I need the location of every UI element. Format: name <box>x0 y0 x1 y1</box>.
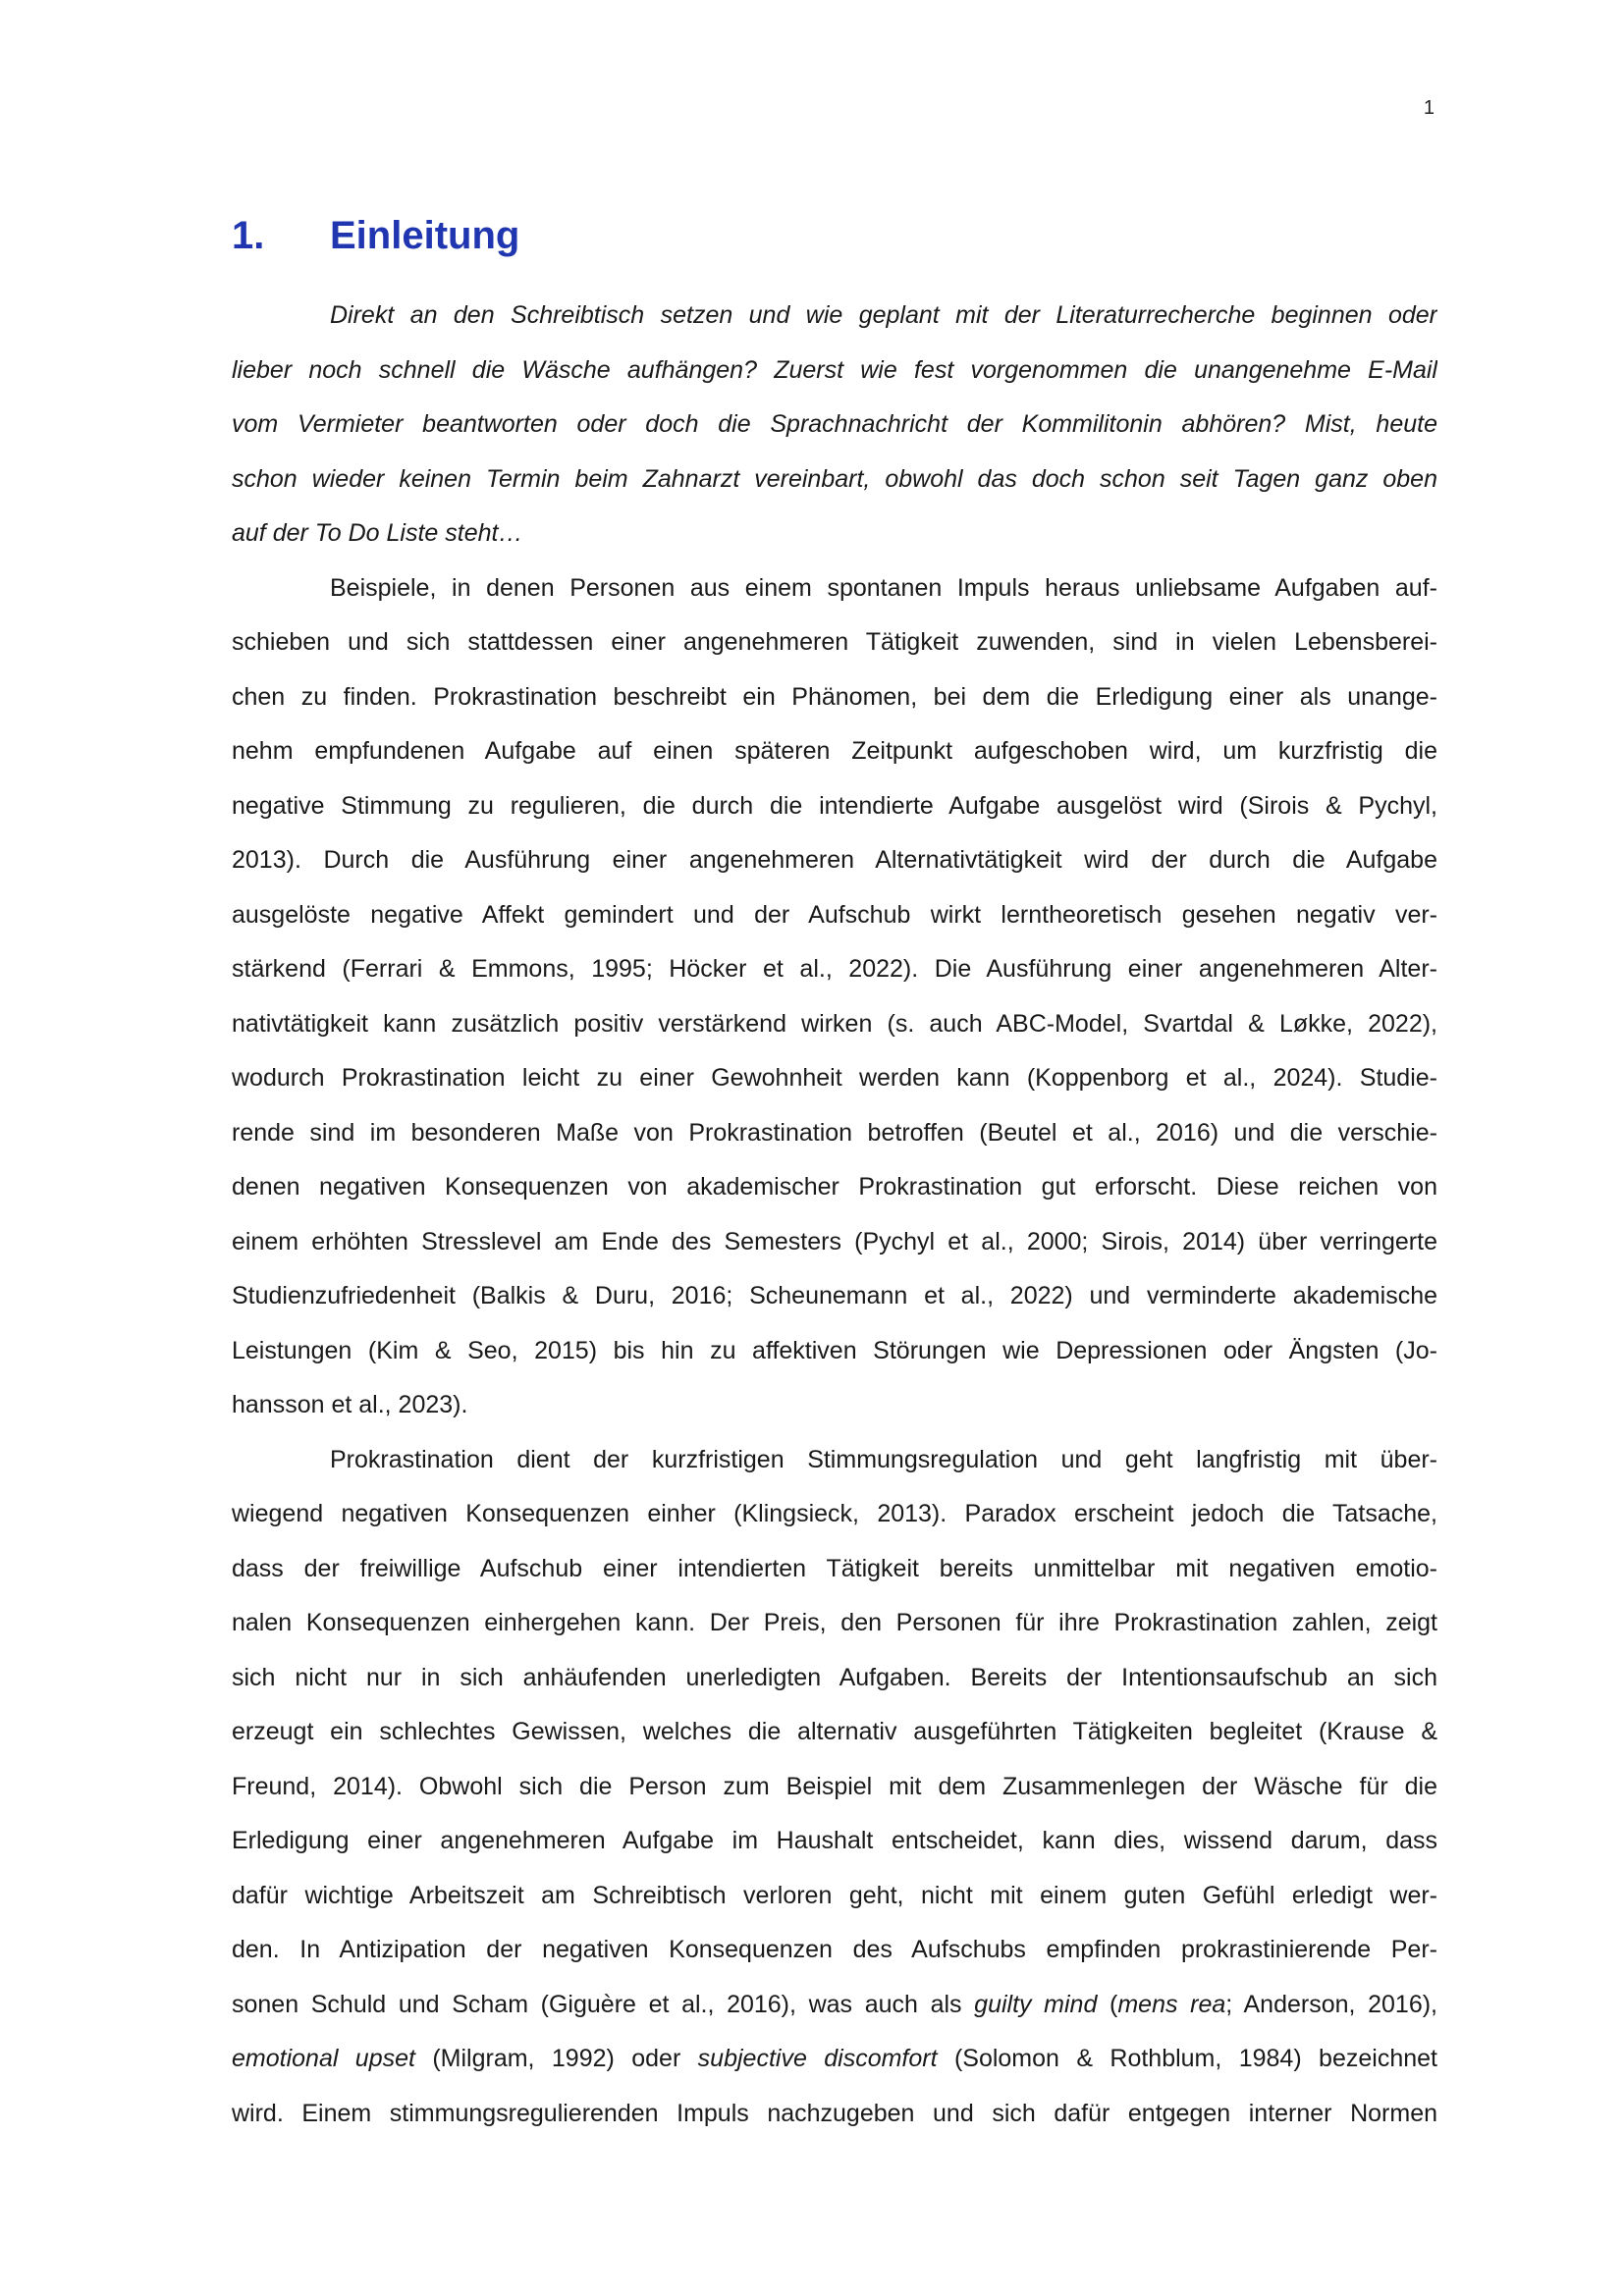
text-segment: chen zu finden. Prokrastination beschreibt ein Phänomen, bei dem die Erledigung einer als unange- <box>232 682 1437 711</box>
text-line <box>232 1705 1437 1760</box>
text-segment: auf der To Do Liste steht… <box>232 519 523 547</box>
text-segment: lieber noch schnell die Wäsche aufhängen? Zuerst wie fest vorgenommen die unangenehme E-Mail <box>232 355 1437 384</box>
text-segment: schon wieder keinen Termin beim Zahnarzt vereinbart, obwohl das doch schon seit Tagen ganz oben <box>232 464 1437 493</box>
text-segment: Beispiele, in denen Personen aus einem spontanen Impuls heraus unliebsame Aufgaben auf- <box>330 573 1437 602</box>
text-segment: 2013). Durch die Ausführung einer angenehmeren Alternativtätigkeit wird der durch die Aufgabe <box>232 846 1437 874</box>
text-line <box>232 453 1437 507</box>
text-line <box>232 1487 1437 1542</box>
text-line <box>232 1923 1437 1978</box>
text-segment: hansson et al., 2023). <box>232 1391 468 1418</box>
text-segment: (Milgram, 1992) oder <box>414 2045 698 2072</box>
text-segment: rende sind im besonderen Maße von Prokrastination betroffen (Beutel et al., 2016) und die verschie- <box>232 1118 1437 1147</box>
text-segment: ; Anderson, 2016), <box>1225 1990 1437 2018</box>
italic-term: guilty mind <box>974 1990 1098 2018</box>
text-line <box>232 1542 1437 1597</box>
text-segment: ausgelöste negative Affekt gemindert und der Aufschub wirkt lerntheoretisch gesehen negativ ver- <box>232 900 1437 929</box>
text-line <box>232 724 1437 779</box>
text-segment: vom Vermieter beantworten oder doch die Sprachnachricht der Kommilitonin abhören? Mist, heute <box>232 410 1437 438</box>
text-segment: einem erhöhten Stresslevel am Ende des Semesters (Pychyl et al., 2000; Sirois, 2014) über verringerte <box>232 1227 1437 1255</box>
text-segment: erzeugt ein schlechtes Gewissen, welches die alternativ ausgeführten Tätigkeiten begleitet (Krause & <box>232 1718 1437 1745</box>
text-line <box>232 1651 1437 1706</box>
text-segment: wodurch Prokrastination leicht zu einer Gewohnheit werden kann (Koppenborg et al., 2024). Studie- <box>232 1064 1437 1092</box>
text-segment: nalen Konsequenzen einhergehen kann. Der Preis, den Personen für ihre Prokrastination zahlen, zeigt <box>232 1609 1437 1636</box>
text-line <box>232 1106 1437 1161</box>
text-segment: Erledigung einer angenehmeren Aufgabe im Haushalt entscheidet, kann dies, wissend darum, dass <box>232 1827 1437 1854</box>
chapter-number: 1. <box>232 214 265 257</box>
italic-term: emotional upset <box>232 2045 415 2072</box>
text-line <box>232 779 1437 834</box>
chapter-title: Einleitung <box>330 214 520 257</box>
text-line <box>232 997 1437 1052</box>
text-line <box>232 615 1437 670</box>
text-segment: dafür wichtige Arbeitszeit am Schreibtisch verloren geht, nicht mit einem guten Gefühl erledigt wer- <box>232 1881 1437 1909</box>
italic-term: mens rea <box>1117 1990 1226 2018</box>
text-line <box>232 1596 1437 1651</box>
text-segment: Prokrastination dient der kurzfristigen Stimmungsregulation und geht langfristig mit über- <box>330 1445 1437 1473</box>
text-segment: negative Stimmung zu regulieren, die durch die intendierte Aufgabe ausgelöst wird (Sirois & Pychyl, <box>232 791 1437 820</box>
text-segment: nehm empfundenen Aufgabe auf einen späteren Zeitpunkt aufgeschoben wird, um kurzfristig die <box>232 737 1437 765</box>
text-segment: Freund, 2014). Obwohl sich die Person zum Beispiel mit dem Zusammenlegen der Wäsche für die <box>232 1772 1437 1800</box>
text-segment: Leistungen (Kim & Seo, 2015) bis hin zu affektiven Störungen wie Depressionen oder Ängsten (Jo- <box>232 1336 1437 1364</box>
text-line <box>232 1269 1437 1324</box>
text-segment: ( <box>1097 1990 1118 2018</box>
text-line <box>232 1378 1437 1433</box>
text-line <box>232 507 1437 561</box>
text-line <box>232 1814 1437 1869</box>
text-line <box>232 561 1437 616</box>
text-segment: stärkend (Ferrari & Emmons, 1995; Höcker et al., 2022). Die Ausführung einer angenehmeren Alter- <box>232 955 1437 983</box>
text-segment: wiegend negativen Konsequenzen einher (Klingsieck, 2013). Paradox erscheint jedoch die Tatsache, <box>232 1500 1437 1527</box>
text-line <box>232 670 1437 725</box>
text-line <box>232 344 1437 399</box>
text-line <box>232 1978 1437 2033</box>
text-segment: sich nicht nur in sich anhäufenden unerledigten Aufgaben. Bereits der Intentionsaufschub an sich <box>232 1663 1437 1691</box>
text-segment: Direkt an den Schreibtisch setzen und wie geplant mit der Literaturrecherche beginnen oder <box>330 301 1437 329</box>
text-line <box>232 942 1437 997</box>
text-segment: (Solomon & Rothblum, 1984) bezeichnet <box>937 2045 1437 2072</box>
text-segment: nativtätigkeit kann zusätzlich positiv verstärkend wirken (s. auch ABC-Model, Svartdal & Løkke, 2022), <box>232 1009 1437 1038</box>
text-segment: sonen Schuld und Scham (Giguère et al., 2016), was auch als <box>232 1990 975 2018</box>
italic-term: subjective discomfort <box>697 2045 938 2072</box>
text-segment: schieben und sich stattdessen einer angenehmeren Tätigkeit zuwenden, sind in vielen Lebensberei- <box>232 628 1437 656</box>
text-line <box>232 1760 1437 1815</box>
text-line <box>232 1433 1437 1488</box>
text-line <box>232 2087 1437 2142</box>
text-line <box>232 289 1437 344</box>
text-line <box>232 2032 1437 2087</box>
text-line <box>232 888 1437 943</box>
page-number: 1 <box>1423 97 1435 119</box>
text-line <box>232 398 1437 453</box>
chapter-heading <box>232 208 519 263</box>
text-line <box>232 1160 1437 1215</box>
text-segment: Studienzufriedenheit (Balkis & Duru, 2016; Scheunemann et al., 2022) und verminderte akademische <box>232 1282 1437 1309</box>
text-segment: denen negativen Konsequenzen von akademischer Prokrastination gut erforscht. Diese reichen von <box>232 1173 1437 1201</box>
body-text <box>232 289 1437 2141</box>
text-line <box>232 1051 1437 1106</box>
text-line <box>232 1215 1437 1270</box>
text-line <box>232 1324 1437 1379</box>
text-segment: wird. Einem stimmungsregulierenden Impuls nachzugeben und sich dafür entgegen interner Normen <box>232 2099 1437 2127</box>
text-line <box>232 1869 1437 1924</box>
text-segment: den. In Antizipation der negativen Konsequenzen des Aufschubs empfinden prokrastinierende Per- <box>232 1936 1437 1963</box>
text-line <box>232 833 1437 888</box>
text-segment: dass der freiwillige Aufschub einer intendierten Tätigkeit bereits unmittelbar mit negativen emotio- <box>232 1554 1437 1582</box>
